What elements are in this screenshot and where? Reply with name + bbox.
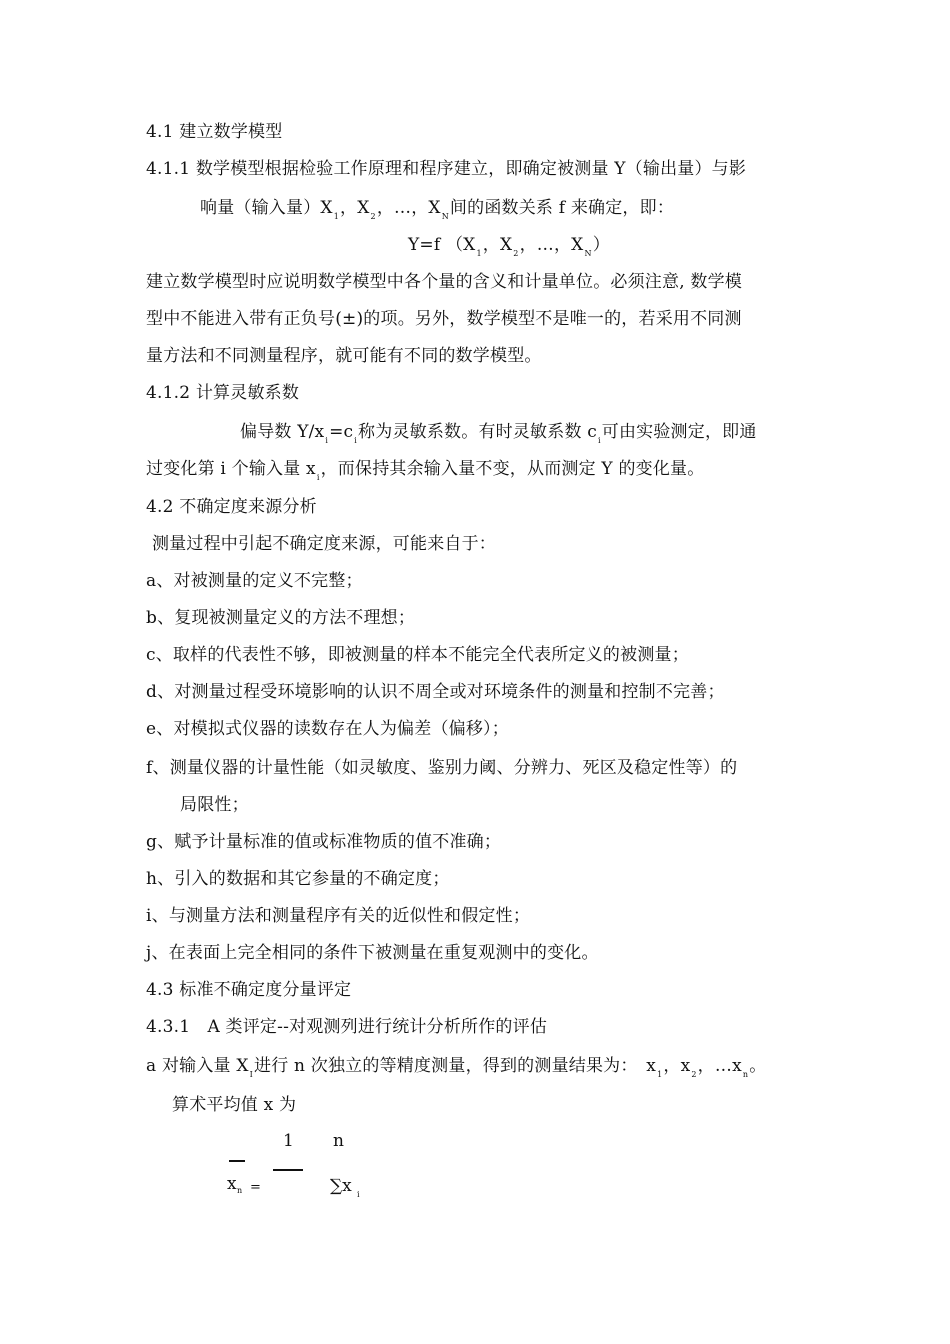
- para-4-1-1-line2: 响量（输入量）$X_1$，$X_2$，…，$X_N$间的函数关系 f 来确定，即：: [200, 198, 675, 221]
- list-item-h: h、引入的数据和其它参量的不确定度；: [146, 869, 450, 889]
- para-note-line2: 型中不能进入带有正负号(±)的项。另外，数学模型不是唯一的，若采用不同测: [146, 309, 742, 329]
- formula-sub-i: i: [357, 1190, 360, 1199]
- list-item-c: c、取样的代表性不够，即被测量的样本不能完全代表所定义的被测量；: [146, 645, 689, 665]
- list-item-f-cont: 局限性；: [180, 795, 249, 815]
- list-item-j: j、在表面上完全相同的条件下被测量在重复观测中的变化。: [146, 943, 599, 963]
- list-item-g: g、赋予计量标准的值或标准物质的值不准确；: [146, 832, 502, 852]
- mean-label: 算术平均值 x 为: [172, 1095, 297, 1115]
- heading-4-3-1: 4.3.1 A 类评定--对观测列进行统计分析所作的评估: [146, 1017, 548, 1037]
- formula-equals: =: [250, 1180, 261, 1195]
- model-formula: Y=f （$X_1$，$X_2$，…，$X_N$）: [408, 235, 610, 258]
- para-note-line1: 建立数学模型时应说明数学模型中各个量的含义和计量单位。必须注意, 数学模: [146, 272, 743, 292]
- formula-sum-upper: n: [333, 1131, 344, 1151]
- heading-4-1-2: 4.1.2 计算灵敏系数: [146, 383, 300, 403]
- formula-sub-n: n: [237, 1186, 243, 1195]
- formula-sum: ∑x: [330, 1176, 352, 1196]
- formula-x: x: [227, 1174, 237, 1194]
- list-item-i: i、与测量方法和测量程序有关的近似性和假定性；: [146, 906, 531, 926]
- formula-numerator: 1: [283, 1131, 294, 1151]
- heading-4-1: 4.1 建立数学模型: [146, 122, 283, 142]
- para-4-1-1-line1: 4.1.1 数学模型根据检验工作原理和程序建立，即确定被测量 Y（输出量）与影: [146, 159, 747, 179]
- overline-bar: [229, 1160, 245, 1162]
- para-4-2-intro: 测量过程中引起不确定度来源，可能来自于：: [152, 534, 496, 554]
- para-4-1-2-line2: 过变化第 i 个输入量 $x_i$，而保持其余输入量不变，从而测定 Y 的变化量。: [146, 459, 705, 482]
- list-item-d: d、对测量过程受环境影响的认识不周全或对环境条件的测量和控制不完善；: [146, 682, 725, 702]
- list-item-f: f、测量仪器的计量性能（如灵敏度、鉴别力阈、分辨力、死区及稳定性等）的: [146, 758, 738, 778]
- heading-4-2: 4.2 不确定度来源分析: [146, 497, 317, 517]
- para-note-line3: 量方法和不同测量程序，就可能有不同的数学模型。: [146, 346, 542, 366]
- para-a-measurement: a 对输入量 $X_I$进行 n 次独立的等精度测量，得到的测量结果为： $x_1$，$x_2$，$\dots x_n$。: [146, 1056, 767, 1079]
- list-item-e: e、对模拟式仪器的读数存在人为偏差（偏移）；: [146, 719, 509, 739]
- para-4-1-2-line1: 偏导数 $Y/x_i=c_i$称为灵敏系数。有时灵敏系数 $c_i$可由实验测定，即通: [240, 422, 757, 445]
- fraction-bar: [273, 1169, 303, 1171]
- list-item-b: b、复现被测量定义的方法不理想；: [146, 608, 416, 628]
- heading-4-3: 4.3 标准不确定度分量评定: [146, 980, 352, 1000]
- list-item-a: a、对被测量的定义不完整；: [146, 571, 363, 591]
